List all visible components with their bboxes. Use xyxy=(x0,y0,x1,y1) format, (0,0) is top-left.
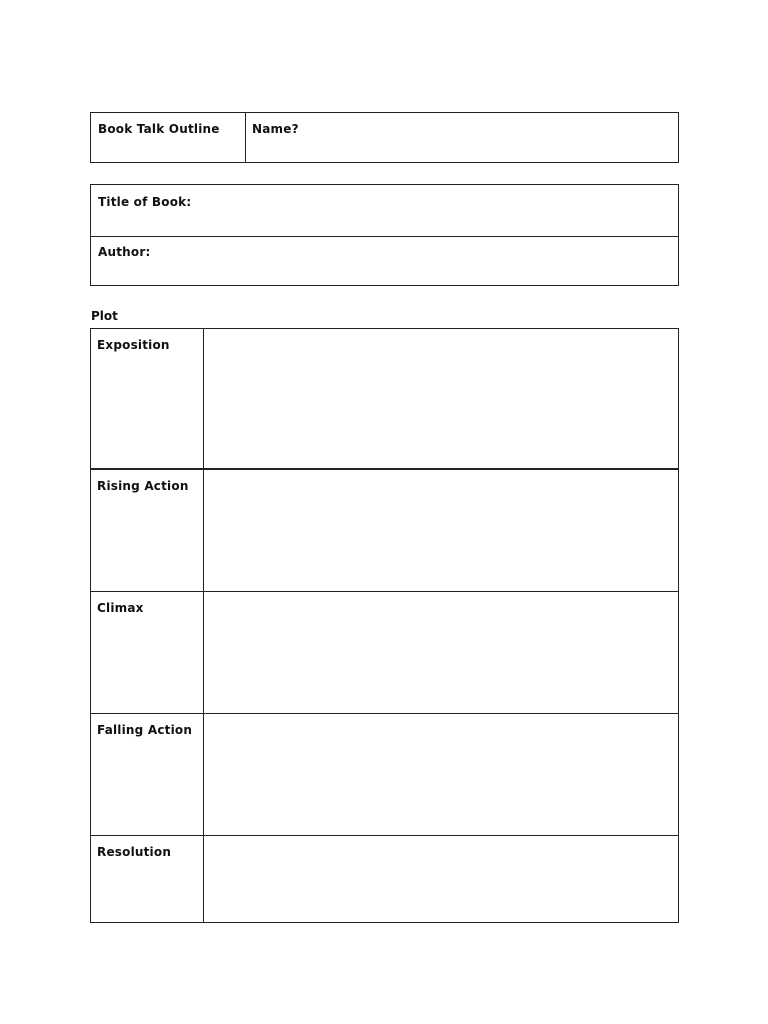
plot-row-label-rising-action: Rising Action xyxy=(97,479,189,493)
title-label: Title of Book: xyxy=(98,195,192,209)
author-field[interactable] xyxy=(91,237,678,285)
rising-action-field[interactable] xyxy=(204,470,678,591)
plot-table xyxy=(90,328,679,923)
book-info-table xyxy=(90,184,679,286)
title-field[interactable] xyxy=(91,185,678,236)
plot-row-label-resolution: Resolution xyxy=(97,845,172,859)
header-table xyxy=(90,112,679,163)
plot-row-label-exposition: Exposition xyxy=(97,338,170,352)
name-label: Name? xyxy=(252,122,299,136)
resolution-field[interactable] xyxy=(204,836,678,922)
plot-section-label: Plot xyxy=(91,309,118,323)
plot-row-label-falling-action: Falling Action xyxy=(97,723,193,737)
climax-field[interactable] xyxy=(204,592,678,713)
name-field[interactable] xyxy=(246,113,678,162)
author-label: Author: xyxy=(98,245,151,259)
outline-title: Book Talk Outline xyxy=(98,122,220,136)
plot-row-label-climax: Climax xyxy=(97,601,144,615)
falling-action-field[interactable] xyxy=(204,714,678,835)
exposition-field[interactable] xyxy=(204,329,678,468)
